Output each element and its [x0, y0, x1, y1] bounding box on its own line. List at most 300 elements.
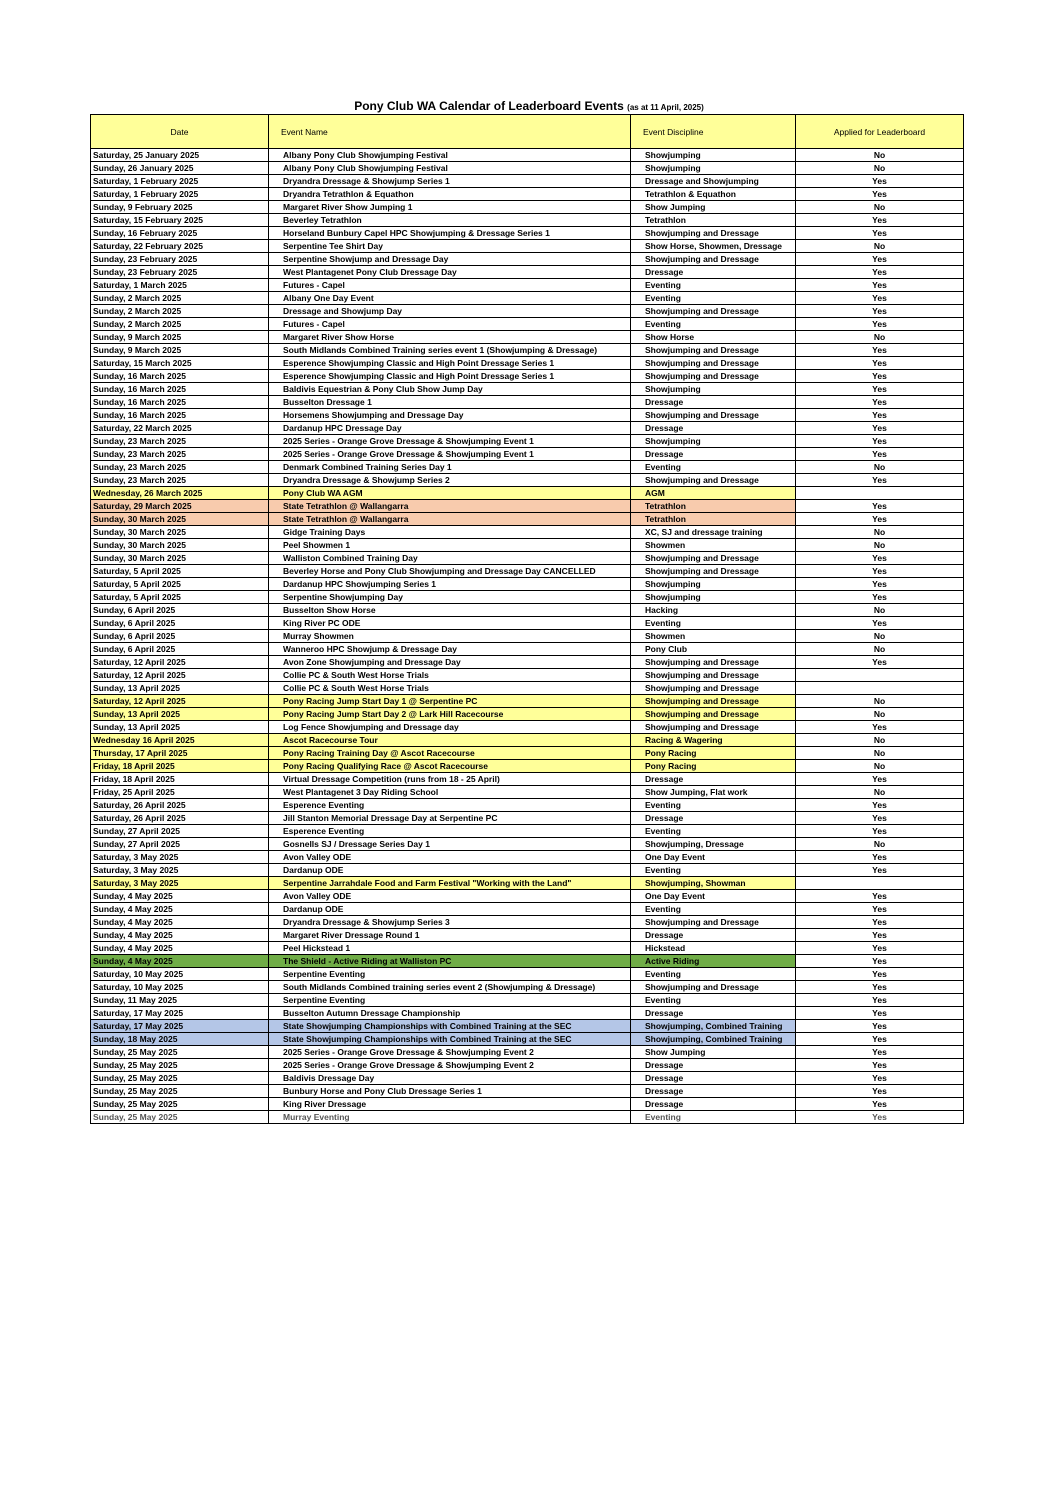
cell-applied-for-leaderboard: No — [796, 695, 964, 708]
leaderboard-events-table — [90, 114, 964, 1124]
column-header-event-discipline: Event Discipline — [631, 115, 796, 149]
table-row — [91, 279, 964, 292]
cell-applied-for-leaderboard: Yes — [796, 396, 964, 409]
cell-event-name: Log Fence Showjumping and Dressage day — [269, 721, 631, 734]
cell-event-name: Collie PC & South West Horse Trials — [269, 669, 631, 682]
cell-applied-for-leaderboard: Yes — [796, 448, 964, 461]
cell-event-discipline: Dressage — [631, 396, 796, 409]
cell-date: Sunday, 16 February 2025 — [91, 227, 269, 240]
cell-date: Saturday, 5 April 2025 — [91, 591, 269, 604]
cell-event-name: Albany Pony Club Showjumping Festival — [269, 162, 631, 175]
cell-event-discipline: Showjumping — [631, 383, 796, 396]
cell-event-name: South Midlands Combined Training series event 1 (Showjumping & Dressage) — [269, 344, 631, 357]
table-row — [91, 383, 964, 396]
table-row — [91, 344, 964, 357]
table-row — [91, 1072, 964, 1085]
cell-applied-for-leaderboard: Yes — [796, 1033, 964, 1046]
cell-event-name: Pony Club WA AGM — [269, 487, 631, 500]
cell-date: Saturday, 1 February 2025 — [91, 175, 269, 188]
cell-event-name: Esperence Eventing — [269, 825, 631, 838]
cell-date: Sunday, 6 April 2025 — [91, 643, 269, 656]
cell-event-discipline: Showjumping and Dressage — [631, 695, 796, 708]
cell-event-discipline: AGM — [631, 487, 796, 500]
cell-event-discipline: Eventing — [631, 318, 796, 331]
cell-event-name: Gosnells SJ / Dressage Series Day 1 — [269, 838, 631, 851]
cell-event-name: Ascot Racecourse Tour — [269, 734, 631, 747]
cell-date: Sunday, 4 May 2025 — [91, 890, 269, 903]
cell-date: Sunday, 30 March 2025 — [91, 552, 269, 565]
cell-event-name: Pony Racing Training Day @ Ascot Racecourse — [269, 747, 631, 760]
cell-date: Sunday, 6 April 2025 — [91, 630, 269, 643]
cell-event-name: Baldivis Dressage Day — [269, 1072, 631, 1085]
cell-date: Sunday, 4 May 2025 — [91, 929, 269, 942]
cell-date: Thursday, 17 April 2025 — [91, 747, 269, 760]
table-row — [91, 903, 964, 916]
cell-event-discipline: Dressage — [631, 1085, 796, 1098]
cell-applied-for-leaderboard: Yes — [796, 903, 964, 916]
cell-applied-for-leaderboard: Yes — [796, 617, 964, 630]
cell-date: Sunday, 4 May 2025 — [91, 942, 269, 955]
cell-applied-for-leaderboard: Yes — [796, 435, 964, 448]
cell-event-name: State Tetrathlon @ Wallangarra — [269, 513, 631, 526]
cell-event-name: West Plantagenet Pony Club Dressage Day — [269, 266, 631, 279]
table-row — [91, 760, 964, 773]
cell-event-discipline: Showjumping — [631, 578, 796, 591]
cell-event-name: Busselton Show Horse — [269, 604, 631, 617]
table-row — [91, 812, 964, 825]
table-row — [91, 1085, 964, 1098]
cell-event-name: Avon Valley ODE — [269, 851, 631, 864]
table-row — [91, 721, 964, 734]
cell-date: Sunday, 23 February 2025 — [91, 253, 269, 266]
cell-event-discipline: Showjumping and Dressage — [631, 565, 796, 578]
cell-event-discipline: Dressage — [631, 929, 796, 942]
cell-event-name: Albany Pony Club Showjumping Festival — [269, 149, 631, 162]
cell-event-discipline: Showjumping and Dressage — [631, 474, 796, 487]
cell-event-discipline: Showjumping and Dressage — [631, 656, 796, 669]
table-row — [91, 864, 964, 877]
cell-date: Sunday, 6 April 2025 — [91, 617, 269, 630]
cell-event-discipline: Eventing — [631, 994, 796, 1007]
cell-date: Saturday, 3 May 2025 — [91, 864, 269, 877]
cell-applied-for-leaderboard: Yes — [796, 942, 964, 955]
table-row — [91, 682, 964, 695]
cell-event-discipline: Dressage and Showjumping — [631, 175, 796, 188]
cell-date: Saturday, 10 May 2025 — [91, 981, 269, 994]
cell-event-name: Dardanup HPC Showjumping Series 1 — [269, 578, 631, 591]
cell-applied-for-leaderboard: Yes — [796, 721, 964, 734]
cell-applied-for-leaderboard: Yes — [796, 552, 964, 565]
cell-event-discipline: Eventing — [631, 968, 796, 981]
cell-event-name: Busselton Dressage 1 — [269, 396, 631, 409]
cell-event-name: Dardanup ODE — [269, 864, 631, 877]
cell-date: Wednesday 16 April 2025 — [91, 734, 269, 747]
cell-date: Sunday, 16 March 2025 — [91, 396, 269, 409]
cell-applied-for-leaderboard: No — [796, 331, 964, 344]
cell-applied-for-leaderboard: Yes — [796, 1007, 964, 1020]
cell-event-name: Serpentine Jarrahdale Food and Farm Festival "Working with the Land" — [269, 877, 631, 890]
cell-date: Sunday, 16 March 2025 — [91, 383, 269, 396]
table-row — [91, 786, 964, 799]
cell-date: Saturday, 3 May 2025 — [91, 877, 269, 890]
cell-date: Saturday, 1 February 2025 — [91, 188, 269, 201]
cell-applied-for-leaderboard: Yes — [796, 825, 964, 838]
cell-applied-for-leaderboard: Yes — [796, 851, 964, 864]
cell-event-discipline: Eventing — [631, 617, 796, 630]
cell-date: Sunday, 30 March 2025 — [91, 513, 269, 526]
cell-date: Sunday, 13 April 2025 — [91, 682, 269, 695]
cell-event-discipline: Dressage — [631, 422, 796, 435]
cell-applied-for-leaderboard: Yes — [796, 253, 964, 266]
cell-event-name: Baldivis Equestrian & Pony Club Show Jump Day — [269, 383, 631, 396]
cell-applied-for-leaderboard: No — [796, 149, 964, 162]
cell-applied-for-leaderboard: Yes — [796, 812, 964, 825]
cell-event-discipline: Showjumping and Dressage — [631, 357, 796, 370]
cell-date: Sunday, 13 April 2025 — [91, 708, 269, 721]
cell-event-name: Wanneroo HPC Showjump & Dressage Day — [269, 643, 631, 656]
cell-event-discipline: Show Horse — [631, 331, 796, 344]
cell-event-name: Walliston Combined Training Day — [269, 552, 631, 565]
column-header-applied-for-leaderboard: Applied for Leaderboard — [796, 115, 964, 149]
cell-event-discipline: One Day Event — [631, 851, 796, 864]
cell-event-discipline: Dressage — [631, 448, 796, 461]
cell-event-discipline: Showjumping, Dressage — [631, 838, 796, 851]
cell-event-discipline: Tetrathlon & Equathon — [631, 188, 796, 201]
cell-applied-for-leaderboard: Yes — [796, 578, 964, 591]
table-row — [91, 1046, 964, 1059]
cell-event-discipline: Showjumping, Combined Training — [631, 1020, 796, 1033]
cell-applied-for-leaderboard: Yes — [796, 305, 964, 318]
cell-event-discipline: Showjumping, Combined Training — [631, 1033, 796, 1046]
cell-event-discipline: Dressage — [631, 266, 796, 279]
cell-applied-for-leaderboard: Yes — [796, 968, 964, 981]
cell-applied-for-leaderboard: No — [796, 643, 964, 656]
table-row — [91, 240, 964, 253]
table-row — [91, 747, 964, 760]
cell-applied-for-leaderboard: No — [796, 526, 964, 539]
cell-applied-for-leaderboard: Yes — [796, 981, 964, 994]
cell-date: Saturday, 26 April 2025 — [91, 812, 269, 825]
cell-date: Saturday, 15 February 2025 — [91, 214, 269, 227]
table-header-row — [91, 115, 964, 149]
cell-event-name: Horseland Bunbury Capel HPC Showjumping & Dressage Series 1 — [269, 227, 631, 240]
cell-applied-for-leaderboard: No — [796, 747, 964, 760]
cell-event-discipline: Show Horse, Showmen, Dressage — [631, 240, 796, 253]
cell-event-name: Bunbury Horse and Pony Club Dressage Series 1 — [269, 1085, 631, 1098]
cell-date: Sunday, 6 April 2025 — [91, 604, 269, 617]
cell-event-name: Esperence Showjumping Classic and High Point Dressage Series 1 — [269, 357, 631, 370]
cell-applied-for-leaderboard: Yes — [796, 1072, 964, 1085]
table-row — [91, 1111, 964, 1124]
table-row — [91, 994, 964, 1007]
cell-date: Sunday, 9 February 2025 — [91, 201, 269, 214]
cell-event-name: 2025 Series - Orange Grove Dressage & Showjumping Event 2 — [269, 1046, 631, 1059]
cell-date: Saturday, 5 April 2025 — [91, 578, 269, 591]
cell-event-name: State Showjumping Championships with Combined Training at the SEC — [269, 1020, 631, 1033]
cell-date: Saturday, 29 March 2025 — [91, 500, 269, 513]
table-row — [91, 409, 964, 422]
cell-applied-for-leaderboard: Yes — [796, 292, 964, 305]
cell-event-name: Margaret River Dressage Round 1 — [269, 929, 631, 942]
cell-event-discipline: Showjumping — [631, 162, 796, 175]
cell-date: Saturday, 3 May 2025 — [91, 851, 269, 864]
cell-date: Sunday, 30 March 2025 — [91, 539, 269, 552]
table-row — [91, 357, 964, 370]
table-row — [91, 396, 964, 409]
cell-date: Saturday, 5 April 2025 — [91, 565, 269, 578]
table-row — [91, 1098, 964, 1111]
cell-applied-for-leaderboard — [796, 682, 964, 695]
cell-event-discipline: Showjumping and Dressage — [631, 344, 796, 357]
table-row — [91, 578, 964, 591]
cell-event-name: Peel Hickstead 1 — [269, 942, 631, 955]
cell-applied-for-leaderboard: Yes — [796, 1111, 964, 1124]
cell-event-discipline: Racing & Wagering — [631, 734, 796, 747]
cell-event-name: West Plantagenet 3 Day Riding School — [269, 786, 631, 799]
column-header-event-name: Event Name — [269, 115, 631, 149]
cell-applied-for-leaderboard: No — [796, 708, 964, 721]
cell-date: Sunday, 23 March 2025 — [91, 435, 269, 448]
cell-applied-for-leaderboard: Yes — [796, 890, 964, 903]
cell-date: Sunday, 25 May 2025 — [91, 1085, 269, 1098]
table-row — [91, 851, 964, 864]
cell-date: Sunday, 23 February 2025 — [91, 266, 269, 279]
cell-date: Saturday, 12 April 2025 — [91, 669, 269, 682]
table-row — [91, 448, 964, 461]
table-row — [91, 474, 964, 487]
cell-event-name: Gidge Training Days — [269, 526, 631, 539]
cell-date: Sunday, 25 May 2025 — [91, 1059, 269, 1072]
cell-applied-for-leaderboard: Yes — [796, 1098, 964, 1111]
table-row — [91, 539, 964, 552]
table-row — [91, 305, 964, 318]
table-row — [91, 500, 964, 513]
page-title — [0, 99, 1058, 113]
cell-applied-for-leaderboard: Yes — [796, 994, 964, 1007]
cell-applied-for-leaderboard: Yes — [796, 422, 964, 435]
cell-applied-for-leaderboard: Yes — [796, 513, 964, 526]
cell-date: Sunday, 23 March 2025 — [91, 461, 269, 474]
cell-event-name: South Midlands Combined training series event 2 (Showjumping & Dressage) — [269, 981, 631, 994]
table-row — [91, 1020, 964, 1033]
cell-applied-for-leaderboard: No — [796, 734, 964, 747]
cell-applied-for-leaderboard: No — [796, 786, 964, 799]
cell-date: Sunday, 30 March 2025 — [91, 526, 269, 539]
cell-date: Saturday, 15 March 2025 — [91, 357, 269, 370]
cell-event-name: Horsemens Showjumping and Dressage Day — [269, 409, 631, 422]
table-row — [91, 292, 964, 305]
cell-event-discipline: Showjumping and Dressage — [631, 981, 796, 994]
cell-date: Sunday, 4 May 2025 — [91, 955, 269, 968]
cell-event-discipline: Show Jumping — [631, 1046, 796, 1059]
cell-event-discipline: Eventing — [631, 292, 796, 305]
table-row — [91, 318, 964, 331]
cell-event-discipline: Showjumping and Dressage — [631, 409, 796, 422]
cell-event-discipline: Tetrathlon — [631, 513, 796, 526]
table-row — [91, 435, 964, 448]
cell-applied-for-leaderboard: Yes — [796, 916, 964, 929]
cell-event-discipline: Eventing — [631, 825, 796, 838]
cell-event-name: 2025 Series - Orange Grove Dressage & Showjumping Event 1 — [269, 435, 631, 448]
cell-event-name: Futures - Capel — [269, 279, 631, 292]
cell-applied-for-leaderboard: Yes — [796, 955, 964, 968]
cell-event-discipline: Showjumping and Dressage — [631, 916, 796, 929]
cell-applied-for-leaderboard: Yes — [796, 1020, 964, 1033]
cell-event-discipline: Showjumping — [631, 149, 796, 162]
cell-date: Sunday, 2 March 2025 — [91, 318, 269, 331]
cell-event-name: Futures - Capel — [269, 318, 631, 331]
table-row — [91, 591, 964, 604]
cell-event-name: Busselton Autumn Dressage Championship — [269, 1007, 631, 1020]
cell-event-name: Jill Stanton Memorial Dressage Day at Serpentine PC — [269, 812, 631, 825]
table-row — [91, 617, 964, 630]
table-row — [91, 825, 964, 838]
cell-applied-for-leaderboard: Yes — [796, 474, 964, 487]
cell-event-discipline: Showjumping — [631, 591, 796, 604]
cell-applied-for-leaderboard: Yes — [796, 656, 964, 669]
table-row — [91, 552, 964, 565]
cell-event-name: 2025 Series - Orange Grove Dressage & Showjumping Event 2 — [269, 1059, 631, 1072]
cell-applied-for-leaderboard: Yes — [796, 500, 964, 513]
table-row — [91, 955, 964, 968]
cell-event-name: Serpentine Eventing — [269, 968, 631, 981]
cell-event-name: Dryandra Dressage & Showjump Series 2 — [269, 474, 631, 487]
cell-date: Sunday, 25 May 2025 — [91, 1111, 269, 1124]
cell-applied-for-leaderboard: Yes — [796, 383, 964, 396]
cell-applied-for-leaderboard: Yes — [796, 370, 964, 383]
table-row — [91, 942, 964, 955]
table-row — [91, 266, 964, 279]
cell-applied-for-leaderboard: No — [796, 539, 964, 552]
table-row — [91, 695, 964, 708]
cell-event-name: Esperence Eventing — [269, 799, 631, 812]
table-row — [91, 734, 964, 747]
cell-event-discipline: Showjumping and Dressage — [631, 227, 796, 240]
cell-event-discipline: Eventing — [631, 864, 796, 877]
table-row — [91, 162, 964, 175]
cell-applied-for-leaderboard: No — [796, 760, 964, 773]
cell-event-discipline: Showjumping and Dressage — [631, 721, 796, 734]
cell-event-name: Pony Racing Qualifying Race @ Ascot Racecourse — [269, 760, 631, 773]
table-row — [91, 1007, 964, 1020]
cell-applied-for-leaderboard: Yes — [796, 344, 964, 357]
cell-event-name: The Shield - Active Riding at Walliston PC — [269, 955, 631, 968]
table-row — [91, 968, 964, 981]
cell-event-name: Dryandra Tetrathlon & Equathon — [269, 188, 631, 201]
cell-event-name: Beverley Tetrathlon — [269, 214, 631, 227]
cell-event-name: Dardanup ODE — [269, 903, 631, 916]
table-row — [91, 227, 964, 240]
table-row — [91, 916, 964, 929]
cell-applied-for-leaderboard: Yes — [796, 864, 964, 877]
cell-event-discipline: Dressage — [631, 1098, 796, 1111]
cell-applied-for-leaderboard: No — [796, 201, 964, 214]
table-row — [91, 461, 964, 474]
cell-applied-for-leaderboard: Yes — [796, 1046, 964, 1059]
cell-event-discipline: Showjumping and Dressage — [631, 682, 796, 695]
cell-event-discipline: Eventing — [631, 903, 796, 916]
cell-event-discipline: Showjumping, Showman — [631, 877, 796, 890]
cell-event-discipline: Showjumping and Dressage — [631, 669, 796, 682]
cell-event-name: Albany One Day Event — [269, 292, 631, 305]
cell-date: Saturday, 25 January 2025 — [91, 149, 269, 162]
cell-event-name: Serpentine Showjump and Dressage Day — [269, 253, 631, 266]
table-row — [91, 643, 964, 656]
cell-date: Sunday, 27 April 2025 — [91, 825, 269, 838]
cell-event-discipline: Showjumping and Dressage — [631, 552, 796, 565]
cell-event-name: Virtual Dressage Competition (runs from 18 - 25 April) — [269, 773, 631, 786]
cell-event-name: Avon Zone Showjumping and Dressage Day — [269, 656, 631, 669]
cell-applied-for-leaderboard: No — [796, 461, 964, 474]
cell-event-name: Margaret River Show Jumping 1 — [269, 201, 631, 214]
cell-date: Saturday, 17 May 2025 — [91, 1007, 269, 1020]
table-row — [91, 331, 964, 344]
cell-event-name: State Tetrathlon @ Wallangarra — [269, 500, 631, 513]
table-row — [91, 214, 964, 227]
table-row — [91, 513, 964, 526]
cell-event-discipline: Showjumping and Dressage — [631, 253, 796, 266]
cell-date: Sunday, 23 March 2025 — [91, 448, 269, 461]
cell-event-discipline: XC, SJ and dressage training — [631, 526, 796, 539]
cell-date: Sunday, 16 March 2025 — [91, 409, 269, 422]
cell-applied-for-leaderboard: No — [796, 630, 964, 643]
cell-event-name: Murray Showmen — [269, 630, 631, 643]
cell-event-name: Denmark Combined Training Series Day 1 — [269, 461, 631, 474]
cell-applied-for-leaderboard: Yes — [796, 357, 964, 370]
table-row — [91, 838, 964, 851]
cell-date: Friday, 18 April 2025 — [91, 760, 269, 773]
table-row — [91, 630, 964, 643]
cell-date: Saturday, 12 April 2025 — [91, 695, 269, 708]
cell-event-name: Dressage and Showjump Day — [269, 305, 631, 318]
cell-applied-for-leaderboard: Yes — [796, 929, 964, 942]
cell-applied-for-leaderboard — [796, 669, 964, 682]
cell-event-discipline: Dressage — [631, 1007, 796, 1020]
table-row — [91, 1059, 964, 1072]
cell-event-name: State Showjumping Championships with Combined Training at the SEC — [269, 1033, 631, 1046]
cell-event-discipline: Show Jumping — [631, 201, 796, 214]
cell-date: Sunday, 11 May 2025 — [91, 994, 269, 1007]
table-body — [91, 149, 964, 1124]
table-row — [91, 656, 964, 669]
cell-date: Friday, 18 April 2025 — [91, 773, 269, 786]
cell-event-name: Serpentine Tee Shirt Day — [269, 240, 631, 253]
table-row — [91, 565, 964, 578]
table-row — [91, 1033, 964, 1046]
cell-applied-for-leaderboard — [796, 877, 964, 890]
cell-event-discipline: Showjumping and Dressage — [631, 370, 796, 383]
cell-applied-for-leaderboard: No — [796, 240, 964, 253]
table-row — [91, 526, 964, 539]
table-row — [91, 877, 964, 890]
cell-applied-for-leaderboard: Yes — [796, 266, 964, 279]
cell-event-discipline: Hacking — [631, 604, 796, 617]
cell-event-discipline: Tetrathlon — [631, 214, 796, 227]
cell-event-name: Avon Valley ODE — [269, 890, 631, 903]
cell-event-name: 2025 Series - Orange Grove Dressage & Showjumping Event 1 — [269, 448, 631, 461]
cell-event-discipline: One Day Event — [631, 890, 796, 903]
cell-event-discipline: Eventing — [631, 279, 796, 292]
cell-event-name: Dryandra Dressage & Showjump Series 1 — [269, 175, 631, 188]
cell-event-discipline: Pony Racing — [631, 760, 796, 773]
cell-event-discipline: Dressage — [631, 1072, 796, 1085]
table-row — [91, 708, 964, 721]
cell-applied-for-leaderboard: Yes — [796, 318, 964, 331]
cell-applied-for-leaderboard: Yes — [796, 188, 964, 201]
cell-event-discipline: Pony Racing — [631, 747, 796, 760]
cell-event-name: Beverley Horse and Pony Club Showjumping and Dressage Day CANCELLED — [269, 565, 631, 578]
cell-date: Sunday, 18 May 2025 — [91, 1033, 269, 1046]
